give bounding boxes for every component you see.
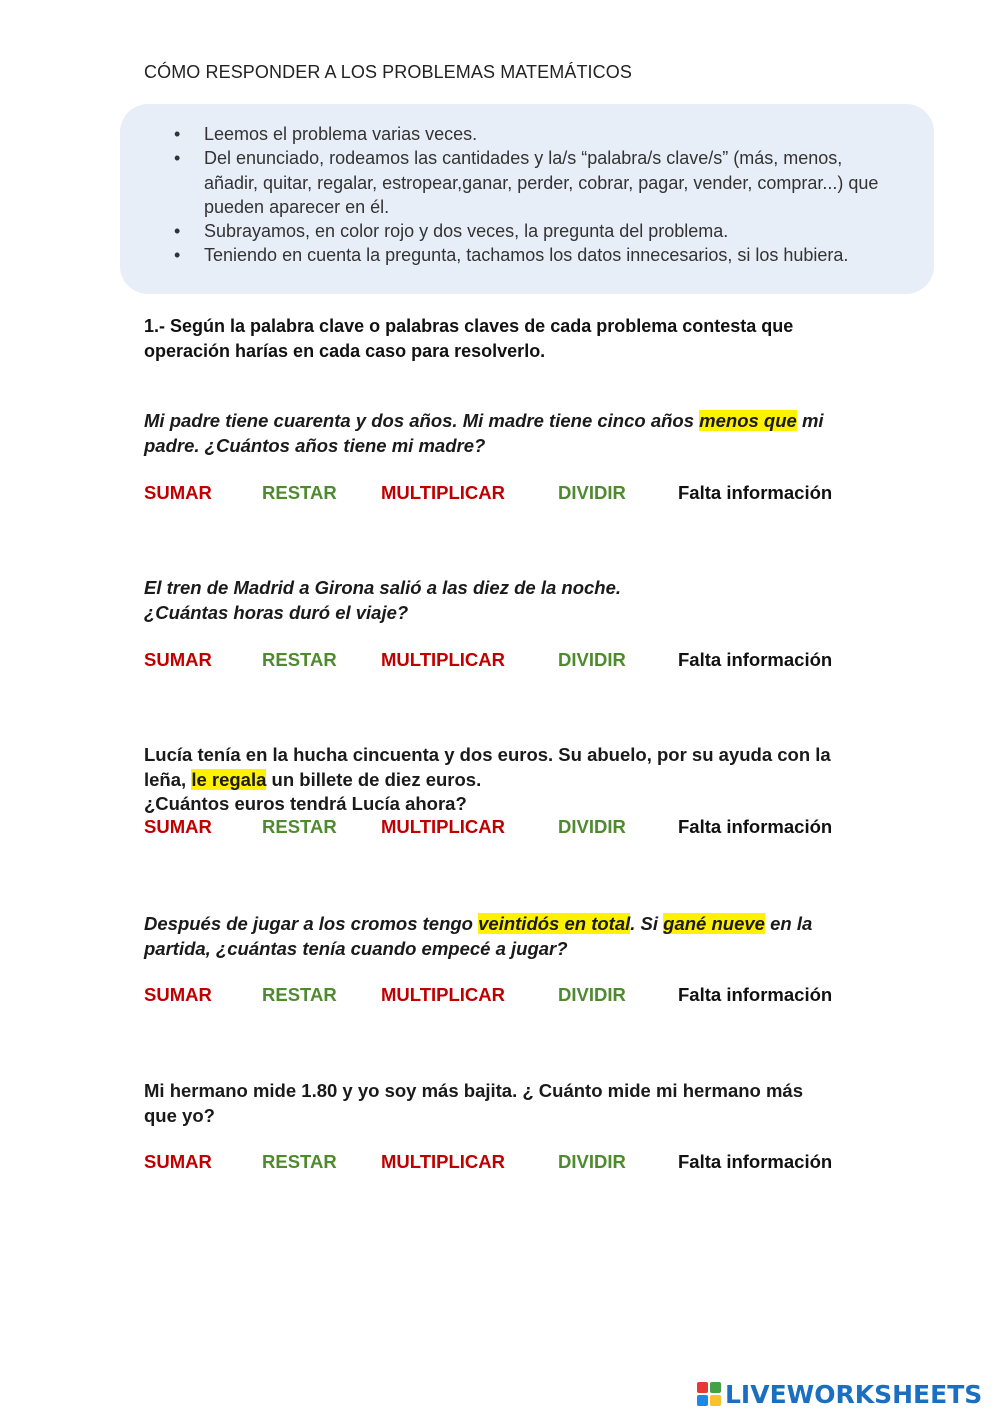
problem-text-part: mi padre. ¿Cuántos años tiene mi madre? bbox=[144, 410, 824, 456]
liveworksheets-logo-text: LIVEWORKSHEETS bbox=[725, 1379, 983, 1409]
problem-3-options bbox=[144, 815, 864, 839]
option-falta-informacion[interactable]: Falta información bbox=[678, 984, 833, 1005]
page-title: CÓMO RESPONDER A LOS PROBLEMAS MATEMÁTICOS bbox=[144, 62, 632, 82]
option-multiplicar[interactable]: MULTIPLICAR bbox=[381, 482, 505, 503]
tip-item: • Leemos el problema varias veces. bbox=[204, 122, 884, 146]
option-multiplicar[interactable]: MULTIPLICAR bbox=[381, 1151, 505, 1172]
option-falta-informacion[interactable]: Falta información bbox=[678, 816, 833, 837]
keyword-highlight: menos que bbox=[699, 410, 797, 431]
option-multiplicar[interactable]: MULTIPLICAR bbox=[381, 984, 505, 1005]
tips-list bbox=[204, 122, 884, 268]
problem-1-text bbox=[144, 409, 874, 458]
option-falta-informacion[interactable]: Falta información bbox=[678, 649, 833, 670]
option-restar[interactable]: RESTAR bbox=[262, 482, 337, 503]
option-restar[interactable]: RESTAR bbox=[262, 649, 337, 670]
tips-box bbox=[120, 104, 934, 294]
problem-text-part: Después de jugar a los cromos tengo bbox=[144, 913, 479, 934]
liveworksheets-logo[interactable] bbox=[697, 1378, 982, 1410]
option-dividir[interactable]: DIVIDIR bbox=[558, 984, 626, 1005]
option-sumar[interactable]: SUMAR bbox=[144, 482, 212, 503]
problem-3-text bbox=[144, 743, 844, 817]
logo-square-blue bbox=[697, 1395, 708, 1406]
option-sumar[interactable]: SUMAR bbox=[144, 816, 212, 837]
option-dividir[interactable]: DIVIDIR bbox=[558, 482, 626, 503]
keyword-highlight: veintidós en total bbox=[478, 913, 631, 934]
option-dividir[interactable]: DIVIDIR bbox=[558, 1151, 626, 1172]
problem-text-part: un billete de diez euros. bbox=[266, 768, 482, 790]
tip-item: • Subrayamos, en color rojo y dos veces, la pregunta del problema. bbox=[204, 219, 884, 243]
tip-item: • Del enunciado, rodeamos las cantidades y la/s “palabra/s clave/s” (más, menos, añadir, quitar, regalar, estropear,ganar, perder, cobrar, pagar, vender, comprar...) que pueden aparecer en él. bbox=[204, 146, 884, 219]
keyword-highlight: le regala bbox=[191, 768, 267, 790]
option-sumar[interactable]: SUMAR bbox=[144, 649, 212, 670]
keyword-highlight: gané nueve bbox=[663, 913, 765, 934]
problem-text-part: Mi padre tiene cuarenta y dos años. Mi madre tiene cinco años bbox=[144, 410, 700, 431]
problem-5-text: Mi hermano mide 1.80 y yo soy más bajita. ¿ Cuánto mide mi hermano más que yo? bbox=[144, 1080, 803, 1126]
problem-line: ¿Cuántas horas duró el viaje? bbox=[144, 601, 409, 623]
option-dividir[interactable]: DIVIDIR bbox=[558, 816, 626, 837]
liveworksheets-logo-icon bbox=[697, 1382, 721, 1406]
option-falta-informacion[interactable]: Falta información bbox=[678, 1151, 833, 1172]
option-falta-informacion[interactable]: Falta información bbox=[678, 482, 833, 503]
logo-square-green bbox=[710, 1382, 721, 1393]
problem-2-text bbox=[144, 576, 874, 625]
option-restar[interactable]: RESTAR bbox=[262, 984, 337, 1005]
problem-text-part: en la partida, ¿cuántas tenía cuando empecé a jugar? bbox=[144, 913, 813, 959]
problem-line bbox=[144, 743, 844, 792]
option-multiplicar[interactable]: MULTIPLICAR bbox=[381, 649, 505, 670]
option-restar[interactable]: RESTAR bbox=[262, 816, 337, 837]
problem-5-options bbox=[144, 1150, 864, 1174]
problem-4-options bbox=[144, 983, 864, 1007]
option-dividir[interactable]: DIVIDIR bbox=[558, 649, 626, 670]
tip-item: • Teniendo en cuenta la pregunta, tachamos los datos innecesarios, si los hubiera. bbox=[204, 243, 884, 267]
logo-square-yellow bbox=[710, 1395, 721, 1406]
problem-2-options bbox=[144, 648, 864, 672]
option-sumar[interactable]: SUMAR bbox=[144, 984, 212, 1005]
problem-line: El tren de Madrid a Girona salió a las diez de la noche. bbox=[144, 577, 622, 598]
logo-square-red bbox=[697, 1382, 708, 1393]
problem-text-part: Lucía tenía en la hucha cincuenta y dos euros. Su abuelo, por su ayuda con la leña, bbox=[144, 744, 831, 790]
problem-line: ¿Cuántos euros tendrá Lucía ahora? bbox=[144, 793, 467, 814]
problem-4-text bbox=[144, 912, 874, 961]
option-restar[interactable]: RESTAR bbox=[262, 1151, 337, 1172]
problem-1-options bbox=[144, 481, 864, 505]
option-multiplicar[interactable]: MULTIPLICAR bbox=[381, 816, 505, 837]
exercise-instruction: 1.- Según la palabra clave o palabras claves de cada problema contesta que operación harías en cada caso para resolverlo. bbox=[144, 316, 794, 361]
option-sumar[interactable]: SUMAR bbox=[144, 1151, 212, 1172]
problem-text-part: . Si bbox=[630, 913, 664, 934]
